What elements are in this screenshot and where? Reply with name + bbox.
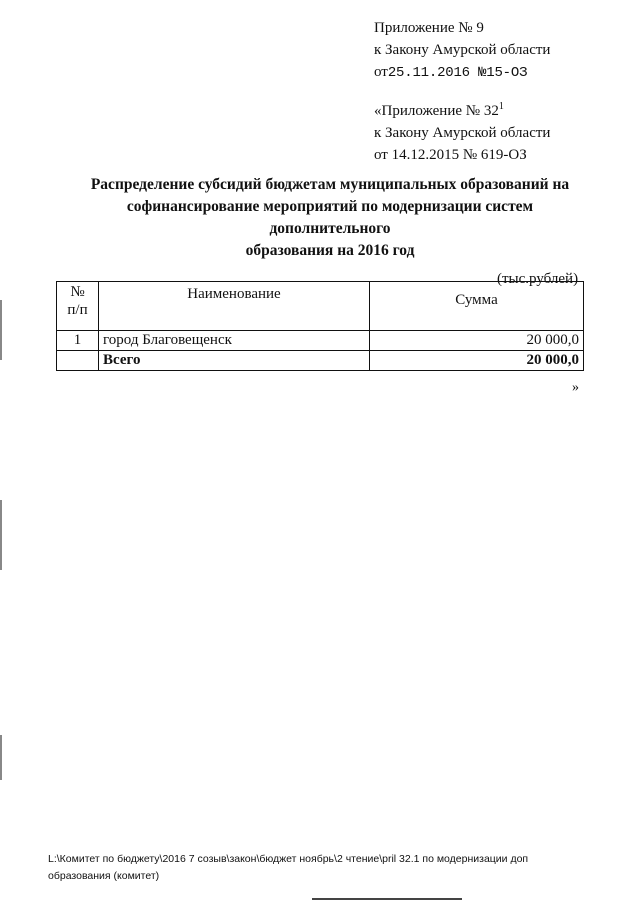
- scan-margin-mark: [0, 300, 2, 360]
- scan-margin-mark: [0, 735, 2, 780]
- footer-line-1: L:\Комитет по бюджету\2016 7 созыв\закон\бюджет ноябрь\2 чтение\pril 32.1 по модернизации доп: [48, 853, 529, 865]
- header-number-pp: п/п: [67, 302, 88, 318]
- closing-quote: »: [572, 380, 579, 395]
- appendix-9-law: к Закону Амурской области: [374, 42, 551, 58]
- appendix-32-superscript: 1: [498, 101, 504, 112]
- table-header-row: [57, 282, 584, 331]
- row-sum-cell: 20 000,0: [370, 331, 584, 351]
- scan-bottom-artifact: [312, 898, 462, 900]
- table-row: [57, 331, 584, 351]
- header-number-cell: [57, 282, 99, 331]
- appendix-32-block: [374, 100, 550, 166]
- header-number-symbol: №: [70, 284, 85, 300]
- appendix-32-law: к Закону Амурской области: [374, 125, 551, 141]
- title-line-2: софинансирование мероприятий по модернизации систем дополнительного: [126, 198, 534, 237]
- footer-line-2: образования (комитет): [48, 870, 160, 882]
- title-line-3: образования на 2016 год: [245, 242, 415, 259]
- row-number-cell: 1: [57, 331, 99, 351]
- appendix-32-date: от 14.12.2015 № 619-ОЗ: [374, 147, 527, 163]
- subsidy-table: [56, 281, 584, 371]
- file-path-footer: [48, 851, 608, 885]
- appendix-32-title-text: «Приложение № 32: [374, 103, 499, 119]
- appendix-9-title: Приложение № 9: [374, 20, 484, 36]
- appendix-9-date-typed: 25.11.2016 №15-ОЗ: [387, 65, 528, 81]
- appendix-9-date: [374, 61, 550, 84]
- units-label: (тыс.рублей): [497, 271, 579, 287]
- appendix-32-title: [374, 100, 550, 122]
- total-label-cell: Всего: [99, 351, 370, 371]
- scan-margin-mark: [0, 500, 2, 570]
- total-number-cell: [57, 351, 99, 371]
- appendix-9-block: [374, 17, 550, 84]
- row-name-cell: город Благовещенск: [99, 331, 370, 351]
- header-sum-cell: Сумма: [370, 282, 584, 331]
- header-name-cell: Наименование: [99, 282, 370, 331]
- title-line-1: Распределение субсидий бюджетам муниципальных образований на: [90, 176, 570, 193]
- document-title: [70, 174, 590, 262]
- table-total-row: [57, 351, 584, 371]
- total-sum-cell: 20 000,0: [370, 351, 584, 371]
- appendix-9-date-prefix: от: [374, 64, 388, 80]
